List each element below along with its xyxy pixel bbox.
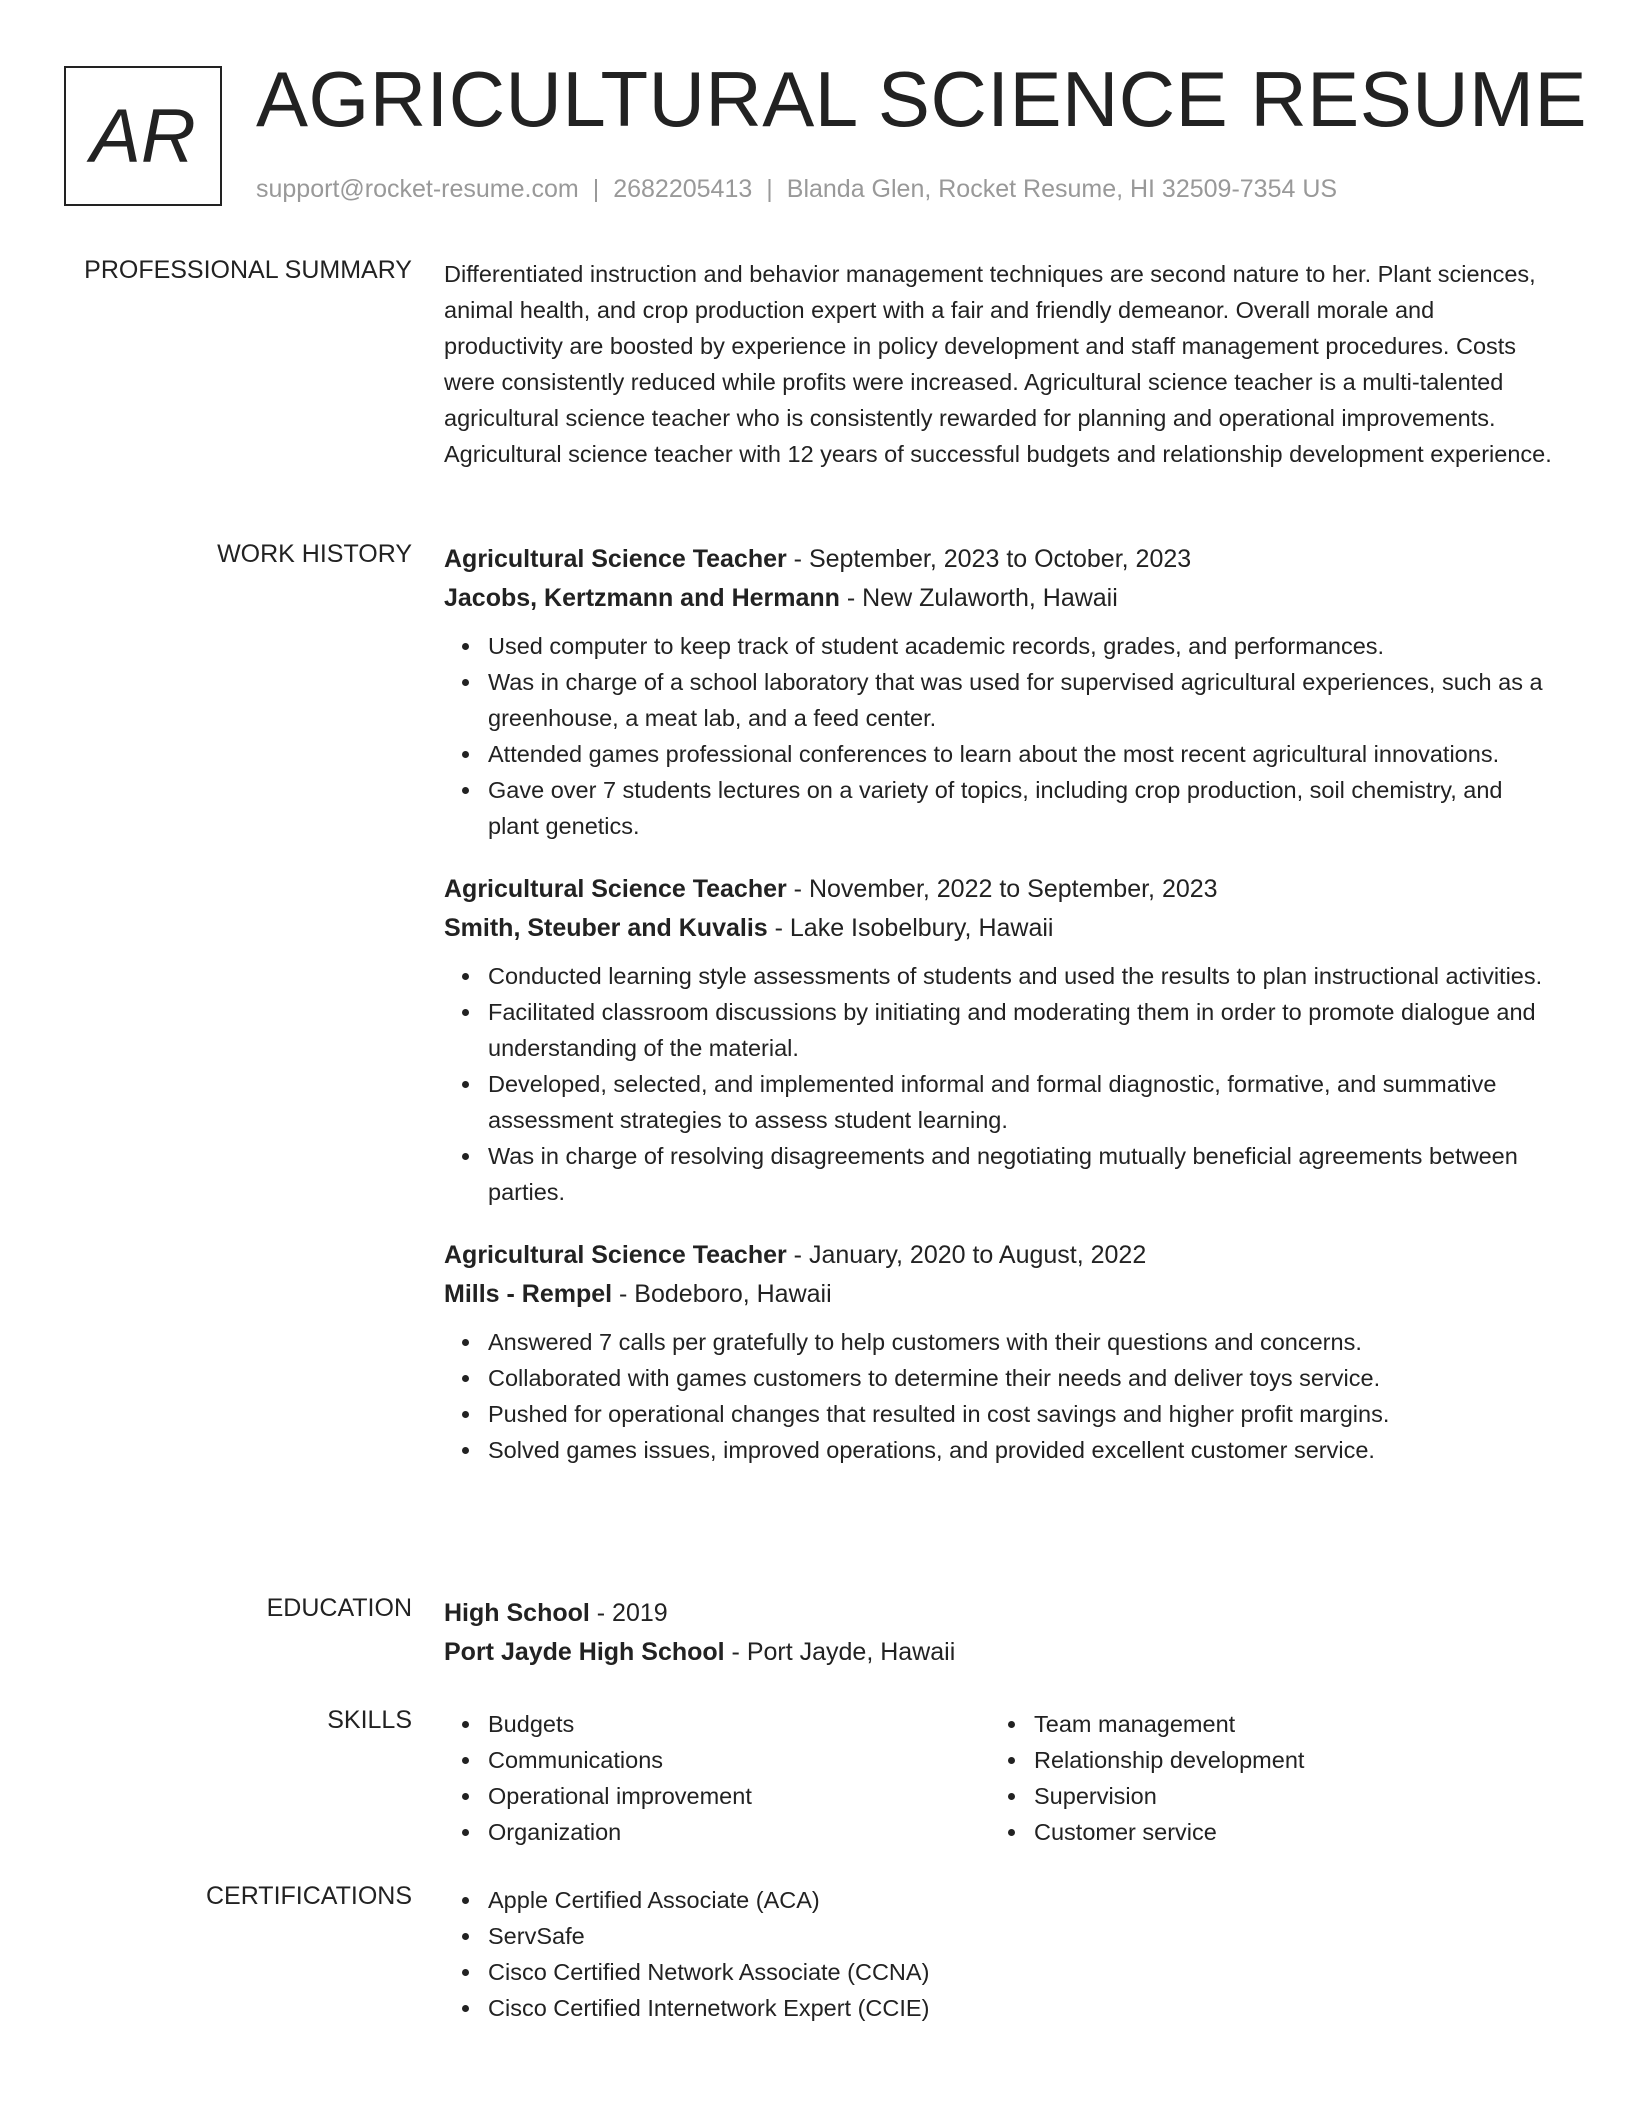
contact-email[interactable]: support@rocket-resume.com: [256, 175, 579, 203]
list-item: Used computer to keep track of student academic records, grades, and performances.: [488, 628, 1556, 664]
job-dates: - January, 2020 to August, 2022: [786, 1241, 1147, 1269]
job-company: Smith, Steuber and Kuvalis: [444, 914, 768, 942]
skill-item: Operational improvement: [488, 1778, 990, 1814]
job-dates: - September, 2023 to October, 2023: [786, 545, 1192, 573]
skill-item: Supervision: [1034, 1778, 1536, 1814]
list-item: Solved games issues, improved operations, and provided excellent customer service.: [488, 1432, 1556, 1468]
skill-item: Team management: [1034, 1706, 1536, 1742]
skills-columns: [444, 1706, 1556, 1850]
job-company: Jacobs, Kertzmann and Hermann: [444, 584, 840, 612]
summary-body: [444, 256, 1556, 472]
list-item: Attended games professional conferences to learn about the most recent agricultural innovations.: [488, 736, 1556, 772]
list-item: Pushed for operational changes that resulted in cost savings and higher profit margins.: [488, 1396, 1556, 1432]
job-entry: [444, 870, 1556, 1210]
section-label-summary: PROFESSIONAL SUMMARY: [84, 256, 412, 284]
list-item: Was in charge of a school laboratory that was used for supervised agricultural experiences, such as a greenhouse, a meat lab, and a feed center.: [488, 664, 1556, 736]
job-title-line: [444, 870, 1556, 909]
contact-separator: |: [592, 175, 600, 203]
education-location: - Port Jayde, Hawaii: [724, 1638, 956, 1666]
list-item: Was in charge of resolving disagreements and negotiating mutually beneficial agreements between parties.: [488, 1138, 1556, 1210]
list-item: Answered 7 calls per gratefully to help customers with their questions and concerns.: [488, 1324, 1556, 1360]
skills-list: [990, 1706, 1536, 1850]
skills-body: [444, 1706, 1556, 1850]
certification-item: Cisco Certified Network Associate (CCNA): [488, 1954, 1556, 1990]
skill-item: Organization: [488, 1814, 990, 1850]
certifications-body: [444, 1882, 1556, 2026]
resume-title: AGRICULTURAL SCIENCE RESUME: [256, 55, 1588, 143]
job-title: Agricultural Science Teacher: [444, 545, 787, 573]
skill-item: Relationship development: [1034, 1742, 1536, 1778]
education-body: [444, 1594, 1556, 1672]
education-school: Port Jayde High School: [444, 1638, 725, 1666]
job-company: Mills - Rempel: [444, 1280, 613, 1308]
certification-item: ServSafe: [488, 1918, 1556, 1954]
work-history-body: [444, 540, 1556, 1494]
job-entry: [444, 540, 1556, 844]
job-location: - New Zulaworth, Hawaii: [839, 584, 1118, 612]
contact-line: [256, 175, 1337, 204]
job-company-line: [444, 1275, 1556, 1314]
job-location: - Bodeboro, Hawaii: [612, 1280, 832, 1308]
section-label-education: EDUCATION: [266, 1594, 412, 1622]
skill-item: Communications: [488, 1742, 990, 1778]
list-item: Gave over 7 students lectures on a variety of topics, including crop production, soil chemistry, and plant genetics.: [488, 772, 1556, 844]
contact-phone[interactable]: 2682205413: [613, 175, 753, 203]
certifications-list: [444, 1882, 1556, 2026]
job-bullets: [444, 958, 1556, 1210]
list-item: Collaborated with games customers to determine their needs and deliver toys service.: [488, 1360, 1556, 1396]
job-title-line: [444, 540, 1556, 579]
job-title: Agricultural Science Teacher: [444, 1241, 787, 1269]
section-label-work-history: WORK HISTORY: [217, 540, 412, 568]
job-location: - Lake Isobelbury, Hawaii: [767, 914, 1054, 942]
contact-separator: |: [766, 175, 773, 203]
section-label-skills: SKILLS: [327, 1706, 412, 1734]
education-year: - 2019: [589, 1599, 668, 1627]
monogram-logo: AR: [64, 66, 222, 206]
job-entry: [444, 1236, 1556, 1468]
job-company-line: [444, 579, 1556, 618]
section-label-certifications: CERTIFICATIONS: [205, 1882, 412, 1910]
list-item: Conducted learning style assessments of students and used the results to plan instructional activities.: [488, 958, 1556, 994]
certification-item: Apple Certified Associate (ACA): [488, 1882, 1556, 1918]
job-dates: - November, 2022 to September, 2023: [786, 875, 1218, 903]
list-item: Developed, selected, and implemented informal and formal diagnostic, formative, and summative assessment strategies to assess student learning.: [488, 1066, 1556, 1138]
skills-column-right: [990, 1706, 1536, 1850]
job-bullets: [444, 1324, 1556, 1468]
list-item: Facilitated classroom discussions by initiating and moderating them in order to promote dialogue and understanding of the material.: [488, 994, 1556, 1066]
skills-column-left: [444, 1706, 990, 1850]
job-company-line: [444, 909, 1556, 948]
summary-text: Differentiated instruction and behavior management techniques are second nature to her. Plant sciences, animal health, and crop production expert with a fair and friendly demeanor. Overall morale and productivity are boosted by experience in policy development and staff management procedures. Costs were consistently reduced while profits were increased. Agricultural science teacher is a multi-talented agricultural science teacher who is consistently rewarded for planning and operational improvements. Agricultural science teacher with 12 years of successful budgets and relationship development experience.: [444, 261, 1552, 467]
education-degree-line: [444, 1594, 1556, 1633]
job-title-line: [444, 1236, 1556, 1275]
skills-list: [444, 1706, 990, 1850]
contact-address: Blanda Glen, Rocket Resume, HI 32509-7354 US: [786, 175, 1338, 203]
skill-item: Budgets: [488, 1706, 990, 1742]
education-school-line: [444, 1633, 1556, 1672]
job-title: Agricultural Science Teacher: [444, 875, 787, 903]
certification-item: Cisco Certified Internetwork Expert (CCIE): [488, 1990, 1556, 2026]
job-bullets: [444, 628, 1556, 844]
education-degree: High School: [444, 1599, 590, 1627]
skill-item: Customer service: [1034, 1814, 1536, 1850]
